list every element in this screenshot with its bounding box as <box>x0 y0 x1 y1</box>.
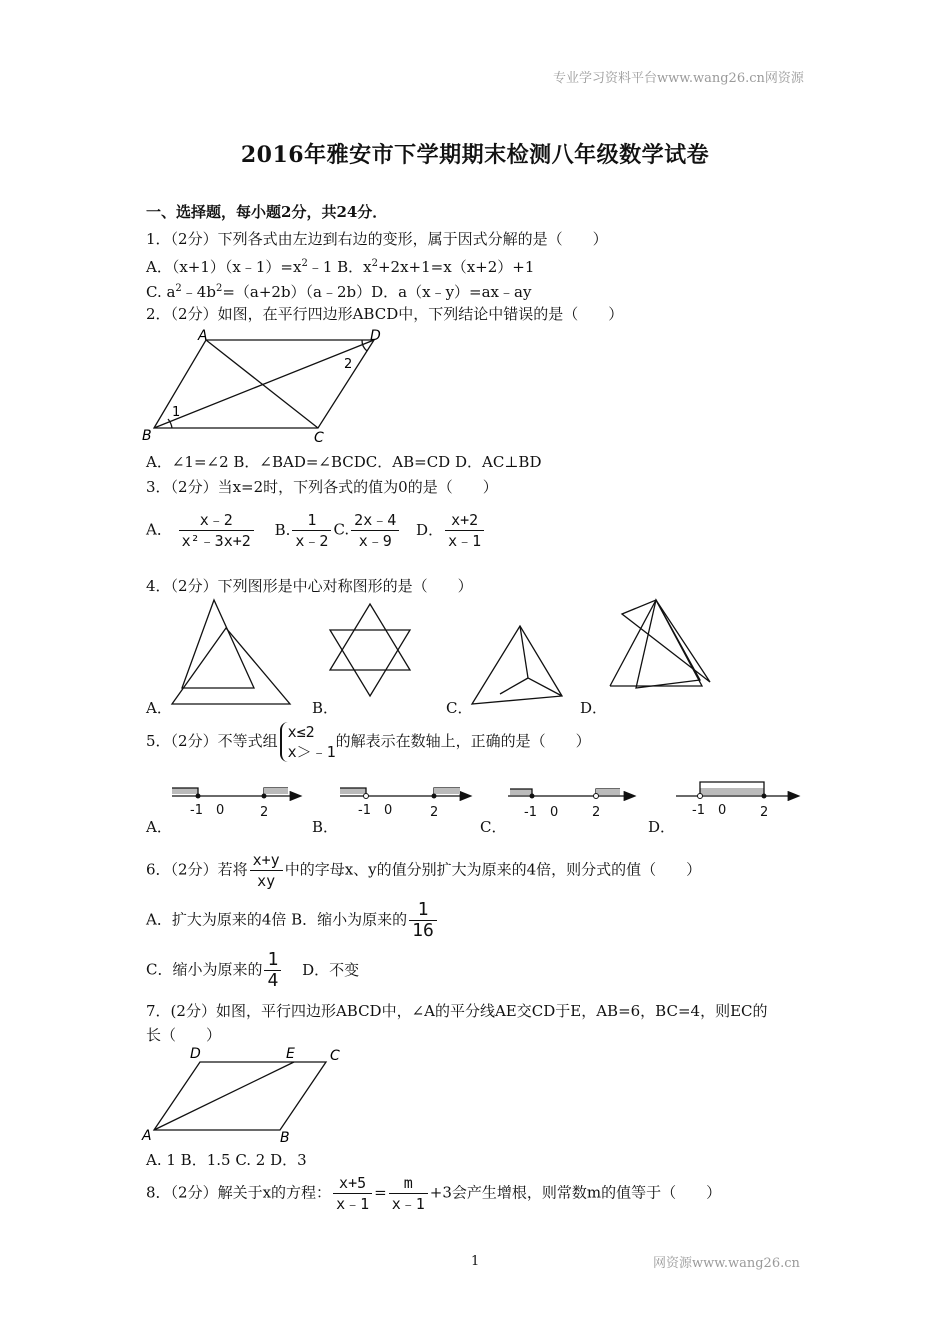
q8-stem: 8．（2分）解关于x的方程： $\frac{x+5}{x﹣1}$ = $\frac{m}{x﹣1}$ +3会产生增根，则常数m的值等于（ ） <box>146 1174 722 1213</box>
q4-figures <box>170 598 720 708</box>
q3-frac-a: $\frac{x﹣2}{\text{x²﹣3x+2}}$ <box>179 510 254 551</box>
q2-options: A．∠1=∠2 B．∠BAD=∠BCDC．AB=CD D．AC⊥BD <box>146 453 542 471</box>
q2-label-a: A <box>198 328 208 344</box>
q3-stem: 3．（2分）当x=2时，下列各式的值为0的是（ ） <box>146 478 498 496</box>
q7-options: A. 1 B．1.5 C. 2 D．3 <box>146 1151 307 1169</box>
q5-number-lines <box>160 776 810 822</box>
q5c-tick-0: 0 <box>550 805 559 820</box>
q5c-tick-2: 2 <box>592 805 601 820</box>
page-number: 1 <box>471 1254 480 1269</box>
q7-parallelogram-figure <box>140 1044 350 1146</box>
q7-label-e: E <box>286 1046 295 1062</box>
footer-watermark: 网资源www.wang26.cn <box>653 1256 800 1271</box>
q6-frac-b: $\frac{1}{16}$ <box>409 900 437 941</box>
header-watermark: 专业学习资料平台www.wang26.cn网资源 <box>553 71 804 86</box>
q7-stem-line1: 7．(2分）如图，平行四边形ABCD中，∠A的平分线AE交CD于E，AB=6，BC=4，则EC的 <box>146 1002 768 1020</box>
q4-label-a: A． <box>146 699 172 717</box>
q5b-tick-2: 2 <box>430 805 439 820</box>
q2-angle-1: 1 <box>172 405 181 420</box>
q5c-tick-neg1: -1 <box>524 805 537 820</box>
q5-label-c: C． <box>480 818 507 836</box>
q1-stem: 1．（2分）下列各式由左边到右边的变形，属于因式分解的是（ ） <box>146 230 608 248</box>
q5b-tick-neg1: -1 <box>358 803 371 818</box>
q4-stem: 4．（2分）下列图形是中心对称图形的是（ ） <box>146 577 473 595</box>
q2-label-c: C <box>314 430 324 446</box>
q4-shape-b <box>330 604 410 670</box>
q6-frac: $\frac{x+y}{xy}$ <box>250 850 283 891</box>
q5-label-a: A． <box>146 818 172 836</box>
q7-stem-line2: 长（ ） <box>146 1026 222 1044</box>
q6-options-ab: A．扩大为原来的4倍 B．缩小为原来的 $\frac{1}{16}$ <box>146 900 439 941</box>
q5-label-d: D． <box>648 818 676 836</box>
q5d-tick-0: 0 <box>718 803 727 818</box>
q4-shape-d <box>622 600 710 682</box>
q1-options-cd: C. $a^2﹣4b^2=(a+2b)(a﹣2b)D$．a（x﹣y）=ax﹣ay <box>146 283 532 301</box>
q4-shape-c <box>472 626 562 704</box>
section-heading: 一、选择题，每小题2分，共24分． <box>146 203 388 221</box>
q7-label-c: C <box>330 1048 340 1064</box>
q5a-tick-neg1: -1 <box>190 803 203 818</box>
q2-label-d: D <box>370 328 381 344</box>
q2-stem: 2．（2分）如图，在平行四边形ABCD中，下列结论中错误的是（ ） <box>146 305 624 323</box>
q8-frac-1: $\frac{x+5}{x﹣1}$ <box>333 1173 372 1214</box>
q4-label-c: C． <box>446 699 473 717</box>
q5d-tick-neg1: -1 <box>692 803 705 818</box>
page-title: 2016年雅安市下学期期末检测八年级数学试卷 <box>240 142 710 168</box>
q7-label-a: A <box>142 1128 152 1144</box>
q2-label-b: B <box>142 428 152 444</box>
q5b-tick-0: 0 <box>384 803 393 818</box>
q3-frac-c: $\frac{2x﹣4}{x﹣9}$ <box>351 510 399 551</box>
q6-stem: 6．（2分）若将 $\frac{x+y}{xy}$ 中的字母x、y的值分别扩大为原来的4倍，则分式的值（ ） <box>146 851 702 890</box>
q6-frac-c: $\frac{1}{4}$ <box>264 950 281 991</box>
q3-options: A． $\frac{x﹣2}{\text{x²﹣3x+2}}$ B. $\frac{1}{x﹣2}$ C. $\frac{2x﹣4}{x﹣9}$ D． $\frac{x+2}{x﹣1}$ <box>146 510 486 551</box>
q5a-tick-2: 2 <box>260 805 269 820</box>
q5d-tick-2: 2 <box>760 805 769 820</box>
q3-frac-b: $\frac{1}{x﹣2}$ <box>292 510 331 551</box>
q7-label-d: D <box>190 1046 201 1062</box>
q4-label-d: D． <box>580 699 608 717</box>
q3-frac-d: $\frac{x+2}{x﹣1}$ <box>445 510 484 551</box>
q5-stem: 5．（2分）不等式组 x≤2 x＞﹣1 的解表示在数轴上，正确的是（ ） <box>146 723 591 761</box>
q6-options-cd: C．缩小为原来的 $\frac{1}{4}$ D．不变 <box>146 949 360 991</box>
q7-label-b: B <box>280 1130 290 1146</box>
q5-label-b: B． <box>312 818 339 836</box>
q8-frac-2: $\frac{m}{x﹣1}$ <box>389 1173 428 1214</box>
q1-options-ab: A．$(x+1)(x﹣1)=x^2﹣1$ B．$x^2+2x+1=x(x+2)+1$ <box>146 258 535 276</box>
q4-label-b: B． <box>312 699 339 717</box>
q5-inequality-system: x≤2 x＞﹣1 <box>280 722 336 762</box>
q2-parallelogram-figure <box>138 328 398 446</box>
q5a-tick-0: 0 <box>216 803 225 818</box>
q2-angle-2: 2 <box>344 357 353 372</box>
